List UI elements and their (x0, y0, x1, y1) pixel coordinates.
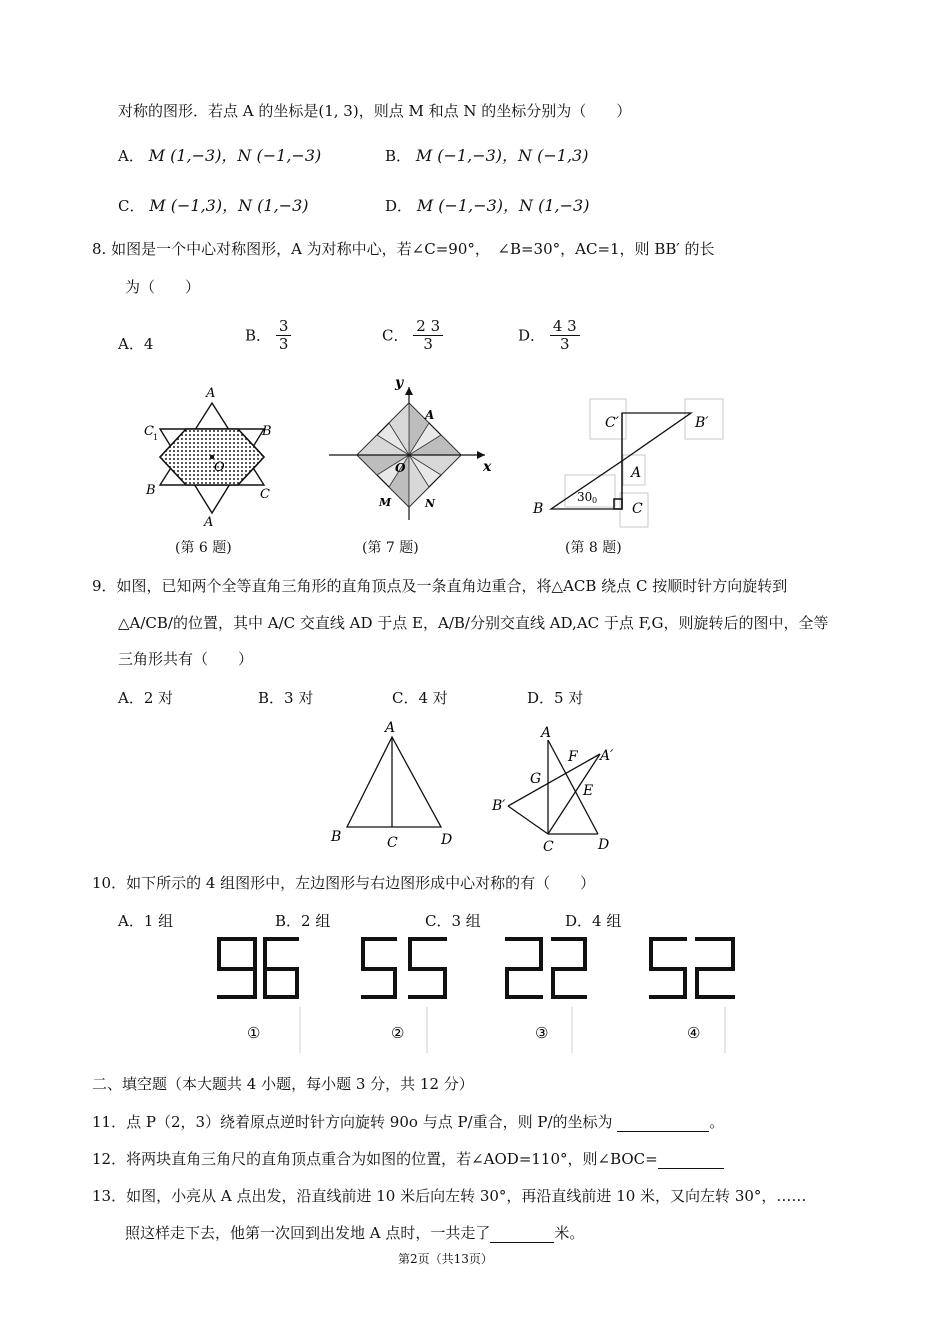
label-b-right: B (262, 424, 272, 439)
digit-2-a (507, 939, 541, 997)
q10-stem: 10．如下所示的 4 组图形中，左边图形与右边图形成中心对称的有（ ） (92, 874, 596, 892)
digit-5-c (651, 939, 685, 997)
label-angle-30: 30 (577, 490, 593, 504)
q7-stem: 对称的图形．若点 A 的坐标是(1, 3)，则点 M 和点 N 的坐标分别为（ ） (118, 102, 632, 120)
q9-option-d: D．5 对 (527, 689, 584, 707)
q9-option-c: C．4 对 (392, 689, 448, 707)
label-o: O (214, 460, 225, 475)
label-c: C (387, 835, 398, 850)
digit-6 (265, 939, 297, 997)
page-footer: 第2页（共13页） (398, 1252, 493, 1266)
q10-option-c: C．3 组 (425, 912, 481, 930)
group-label-3: ③ (535, 1024, 549, 1042)
label-b-prime: B′ (695, 415, 709, 431)
label-c-right: C (260, 487, 270, 502)
digit-5-a (363, 939, 395, 997)
figure-8-caption: (第 8 题) (565, 540, 622, 556)
figure-6-caption: (第 6 题) (175, 540, 232, 556)
label-a: A (425, 408, 435, 422)
label-a: A (631, 465, 642, 481)
label-f: F (568, 749, 578, 765)
digit-5-b (410, 939, 445, 997)
digit-2-c (697, 939, 733, 997)
q13-line2: 照这样走下去，他第一次回到出发地 A 点时，一共走了 米。 (125, 1224, 585, 1242)
label-b-left: B (146, 483, 156, 498)
label-b-prime: B′ (492, 798, 506, 814)
q13-line1: 13．如图，小亮从 A 点出发，沿直线前进 10 米后向左转 30°，再沿直线前进 10 米，又向左转 30°，…… (92, 1187, 807, 1205)
q8-stem-line1: 8. 如图是一个中心对称图形，A 为对称中心，若∠C=90°， ∠B=30°，AC=1，则 BB′ 的长 (92, 240, 715, 258)
q8-option-d-fraction: $\frac{4 3}{3}$ (550, 318, 580, 352)
label-c: C (632, 501, 643, 517)
label-subscript: 1 (153, 433, 159, 442)
figure-9-left-triangles (325, 715, 470, 850)
group-label-2: ② (391, 1024, 405, 1042)
q9-stem-line2: △A/CB/的位置，其中 A/C 交直线 AD 于点 E，A/B/分别交直线 AD,AC 于点 F,G，则旋转后的图中，全等 (118, 614, 829, 632)
label-m: M (379, 496, 392, 509)
q7-option-d: D． M (−1,−3)，N (1,−3) (385, 196, 590, 215)
digit-2-b (553, 939, 585, 997)
q8-option-b-fraction: $\frac{3}{3}$ (276, 318, 292, 352)
label-c-left: C (144, 424, 154, 439)
q12: 12．将两块直角三角尺的直角顶点重合为如图的位置，若∠AOD=110°，则∠BOC= (92, 1148, 724, 1169)
label-d: D (598, 837, 610, 853)
q10-option-a: A．1 组 (118, 912, 174, 930)
q10-option-b: B．2 组 (275, 912, 331, 930)
group-label-4: ④ (687, 1024, 701, 1042)
q9-stem-line3: 三角形共有（ ） (118, 650, 254, 668)
label-c: C (543, 839, 554, 855)
q8-option-c: C． $\frac{2 3}{3}$ (382, 318, 443, 352)
q9-option-b: B．3 对 (258, 689, 314, 707)
label-x: x (483, 459, 492, 475)
label-g: G (530, 771, 542, 787)
digit-9 (219, 939, 255, 997)
q8-option-b: B． $\frac{3}{3}$ (245, 318, 291, 352)
label-e: E (583, 783, 594, 799)
label-a: A (385, 720, 396, 736)
q10-option-d: D．4 组 (565, 912, 622, 930)
q11: 11．点 P（2，3）绕着原点逆时针方向旋转 90o 与点 P/重合，则 P/的坐标为 。 (92, 1113, 725, 1131)
q8-stem-line2: 为（ ） (125, 278, 201, 296)
label-a: A (541, 725, 552, 741)
q12-answer-blank[interactable] (658, 1150, 724, 1169)
q7-option-b: B． M (−1,−3)，N (−1,3) (385, 146, 589, 165)
q7-option-c: C． M (−1,3)，N (1,−3) (118, 196, 309, 215)
q9-stem-line1: 9．如图，已知两个全等直角三角形的直角顶点及一条直角边重合，将△ACB 绕点 C 按顺时针方向旋转到 (92, 577, 788, 595)
label-b: B (331, 829, 342, 845)
label-degree-sign: 0 (592, 496, 598, 505)
label-o: O (395, 461, 406, 475)
label-b: B (533, 501, 544, 517)
label-y: y (395, 375, 404, 391)
q8-option-a: A．4 (118, 335, 154, 353)
label-a-bottom: A (204, 515, 214, 530)
q13-answer-blank[interactable] (490, 1224, 554, 1243)
figure-7-pinwheel (325, 375, 500, 525)
q8-option-d: D． $\frac{4 3}{3}$ (518, 318, 580, 352)
label-c-prime: C′ (605, 415, 619, 431)
label-n: N (425, 497, 436, 510)
q11-answer-blank[interactable] (617, 1113, 709, 1132)
q9-option-a: A．2 对 (118, 689, 174, 707)
figure-9-right-rotated (488, 720, 633, 855)
q8-option-c-fraction: $\frac{2 3}{3}$ (413, 318, 443, 352)
figure-10-digit-groups (205, 925, 745, 1055)
group-label-1: ① (247, 1024, 261, 1042)
section-2-heading: 二、填空题（本大题共 4 小题，每小题 3 分，共 12 分） (92, 1075, 474, 1093)
figure-7-caption: (第 7 题) (362, 540, 419, 556)
q7-option-a: A． M (1,−3)，N (−1,−3) (118, 146, 322, 165)
label-a-top: A (206, 386, 216, 401)
label-a-prime: A′ (600, 748, 614, 764)
label-d: D (441, 832, 453, 848)
figure-6-hexagram (140, 385, 280, 530)
figure-8-rotated-triangles (525, 395, 730, 530)
